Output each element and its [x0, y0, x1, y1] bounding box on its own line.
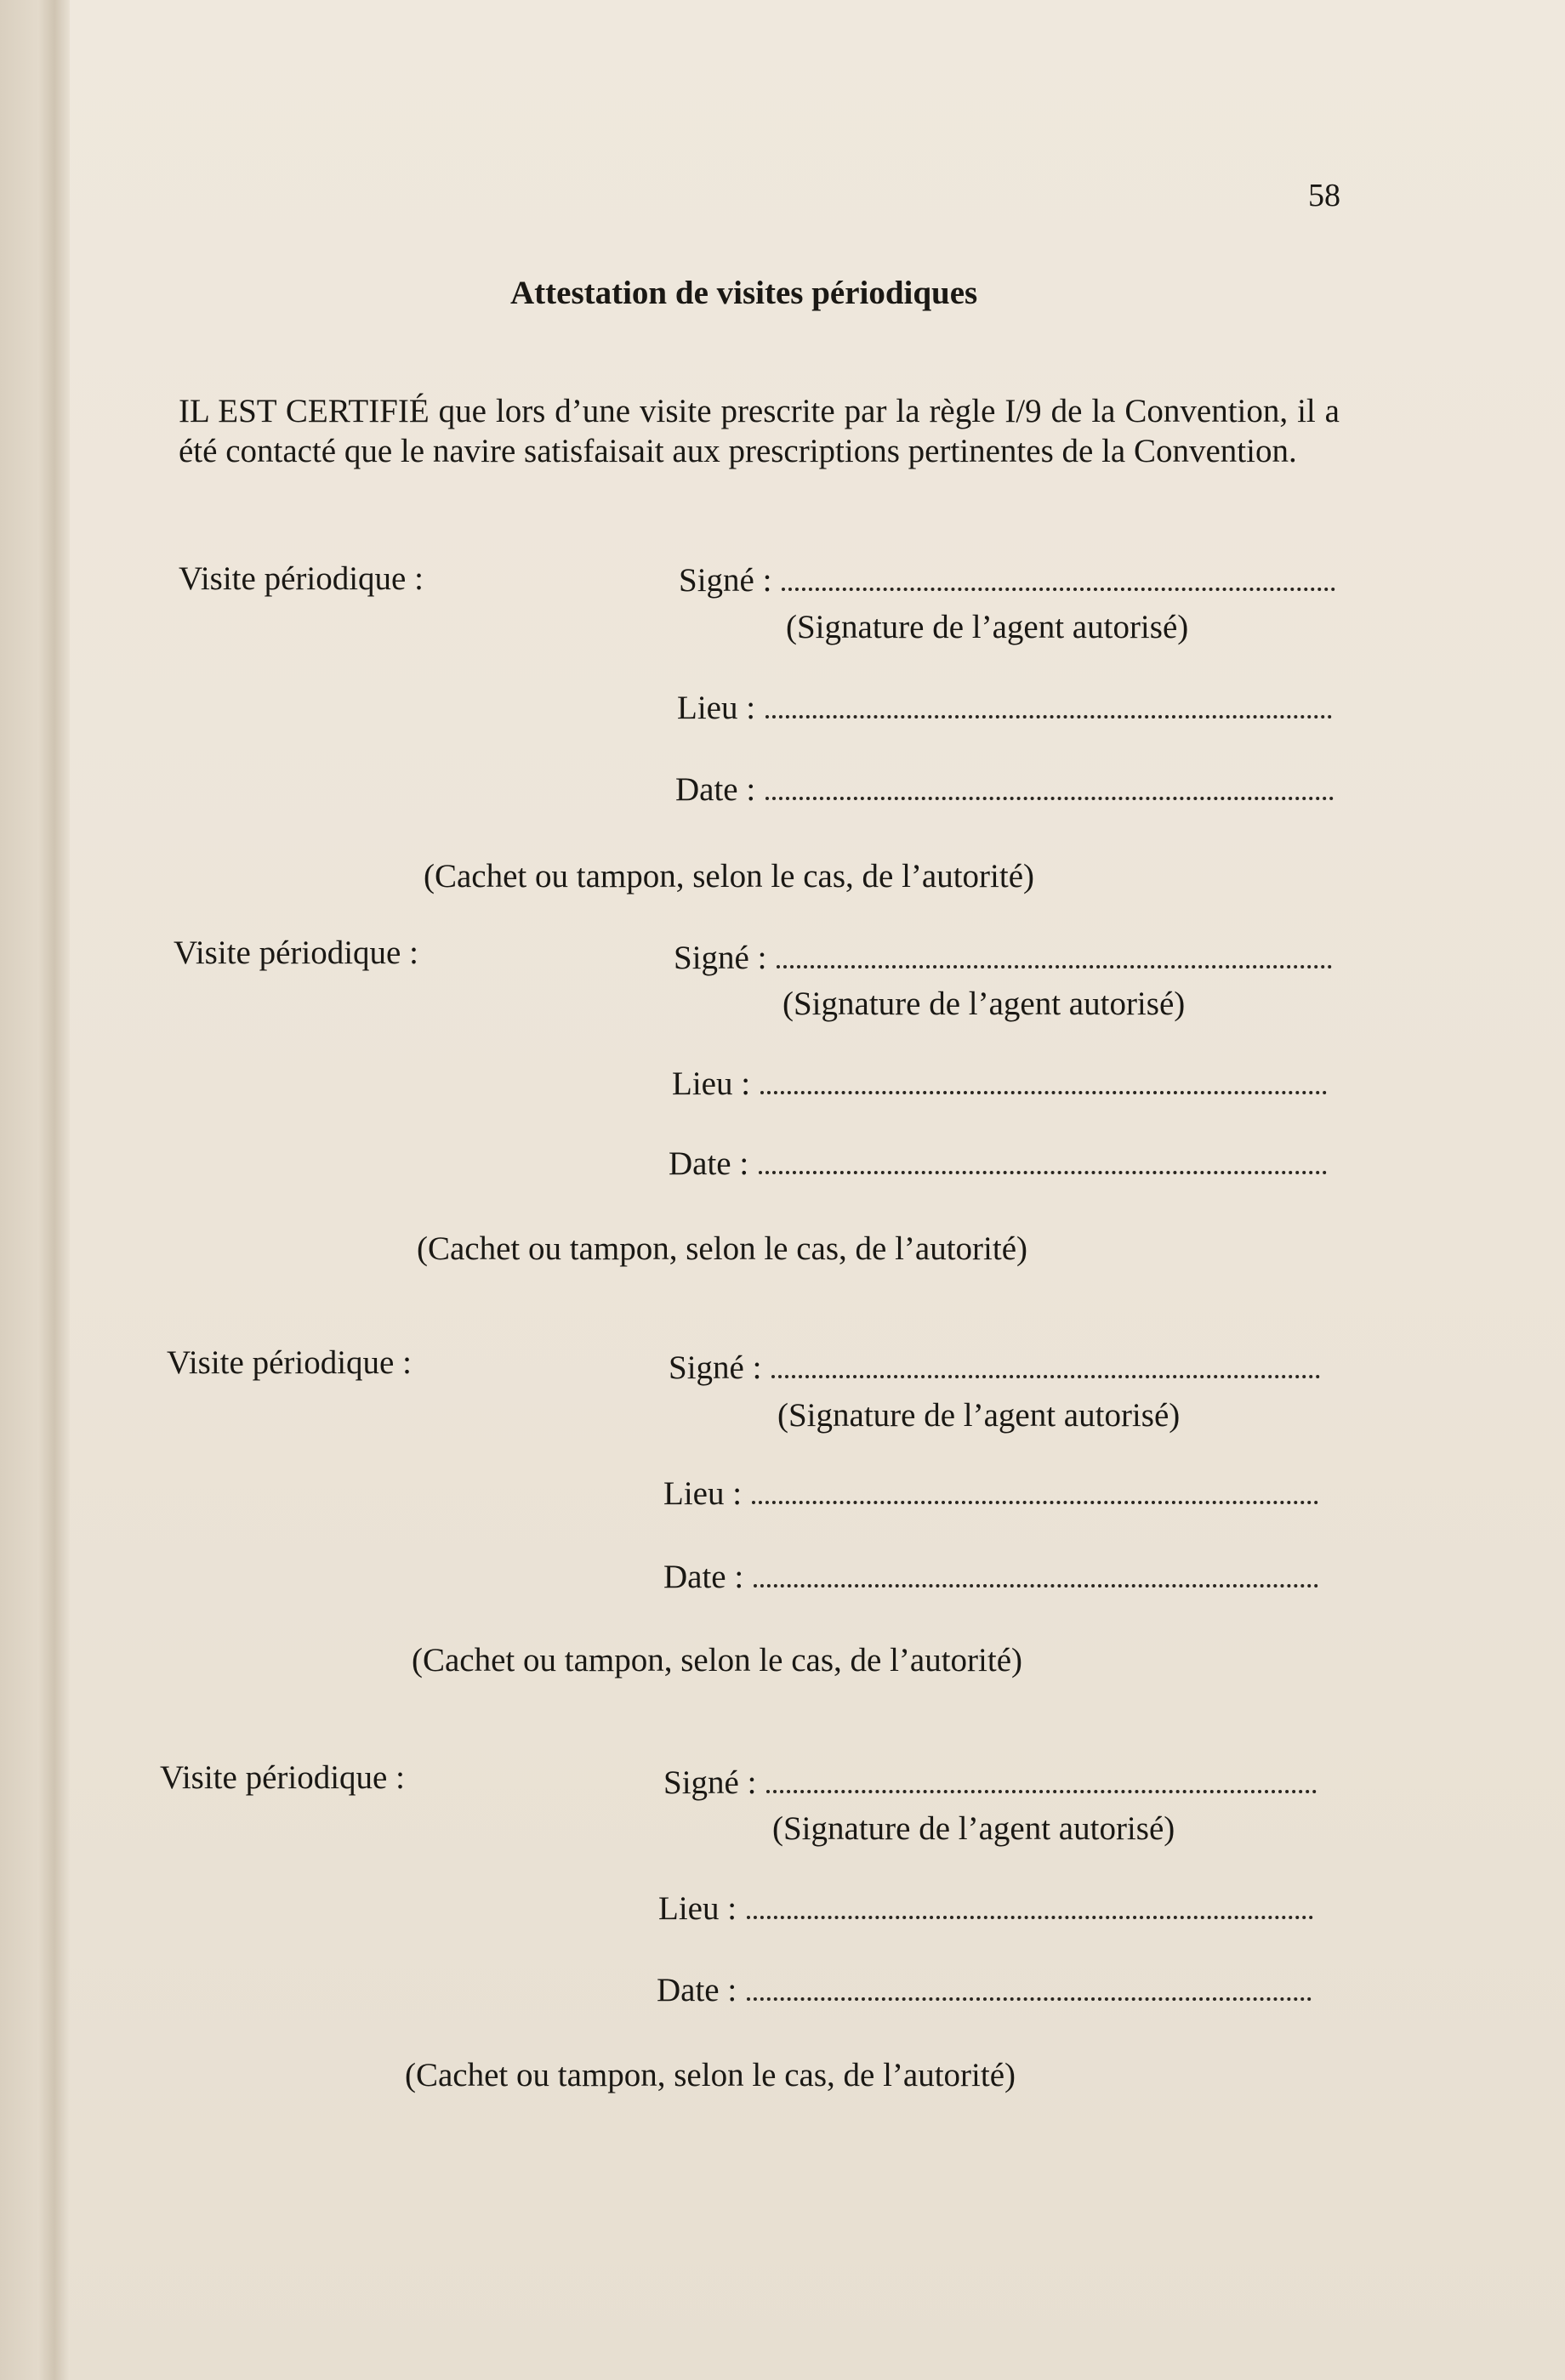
signed-field[interactable] — [669, 1349, 1320, 1387]
signature-caption: (Signature de l’agent autorisé) — [777, 1397, 1181, 1434]
signature-caption: (Signature de l’agent autorisé) — [782, 986, 1186, 1022]
signature-line[interactable] — [771, 1353, 1320, 1378]
place-label: Lieu : — [672, 1065, 751, 1102]
date-label: Date : — [663, 1559, 744, 1595]
signed-field[interactable] — [674, 939, 1332, 977]
place-field[interactable] — [658, 1889, 1313, 1928]
date-label: Date : — [669, 1145, 749, 1182]
signed-label: Signé : — [679, 562, 772, 599]
place-label: Lieu : — [677, 690, 756, 726]
date-field[interactable] — [675, 770, 1334, 809]
signed-label: Signé : — [669, 1349, 762, 1386]
place-label: Lieu : — [658, 1890, 737, 1927]
stamp-caption: (Cachet ou tampon, selon le cas, de l’autorité) — [405, 2057, 1016, 2093]
stamp-caption: (Cachet ou tampon, selon le cas, de l’autorité) — [424, 858, 1034, 895]
signed-label: Signé : — [674, 940, 767, 976]
stamp-caption: (Cachet ou tampon, selon le cas, de l’autorité) — [412, 1642, 1022, 1678]
place-line[interactable] — [760, 1069, 1327, 1094]
visit-label: Visite périodique : — [174, 934, 418, 971]
date-line[interactable] — [754, 1562, 1318, 1588]
date-label: Date : — [657, 1972, 737, 2008]
place-line[interactable] — [765, 693, 1332, 719]
date-field[interactable] — [669, 1145, 1327, 1183]
signature-caption: (Signature de l’agent autorisé) — [772, 1810, 1175, 1847]
place-field[interactable] — [672, 1065, 1327, 1103]
date-field[interactable] — [657, 1971, 1312, 2009]
signed-label: Signé : — [663, 1764, 757, 1801]
place-label: Lieu : — [663, 1475, 743, 1512]
place-field[interactable] — [663, 1474, 1318, 1513]
place-line[interactable] — [752, 1479, 1318, 1504]
place-line[interactable] — [747, 1894, 1313, 1919]
stamp-caption: (Cachet ou tampon, selon le cas, de l’autorité) — [417, 1230, 1027, 1267]
date-field[interactable] — [663, 1558, 1318, 1596]
date-line[interactable] — [765, 775, 1334, 800]
date-label: Date : — [675, 771, 756, 808]
date-line[interactable] — [747, 1975, 1312, 2001]
page-title: Attestation de visites périodiques — [510, 275, 978, 311]
signature-line[interactable] — [782, 565, 1335, 591]
page-number: 58 — [1308, 178, 1340, 213]
intro-paragraph: IL EST CERTIFIÉ que lors d’une visite prescrite par la règle I/9 de la Convention, il a été contacté que le navire satisfaisait aux prescriptions pertinentes de la Convention. — [179, 393, 1340, 469]
visit-label: Visite périodique : — [179, 560, 424, 597]
signature-caption: (Signature de l’agent autorisé) — [786, 609, 1189, 645]
signed-field[interactable] — [663, 1764, 1317, 1802]
visit-label: Visite périodique : — [160, 1759, 405, 1796]
signed-field[interactable] — [679, 561, 1335, 599]
signature-line[interactable] — [766, 1768, 1317, 1793]
signature-line[interactable] — [777, 943, 1332, 968]
date-line[interactable] — [759, 1149, 1327, 1174]
place-field[interactable] — [677, 689, 1332, 727]
visit-label: Visite périodique : — [167, 1344, 412, 1381]
